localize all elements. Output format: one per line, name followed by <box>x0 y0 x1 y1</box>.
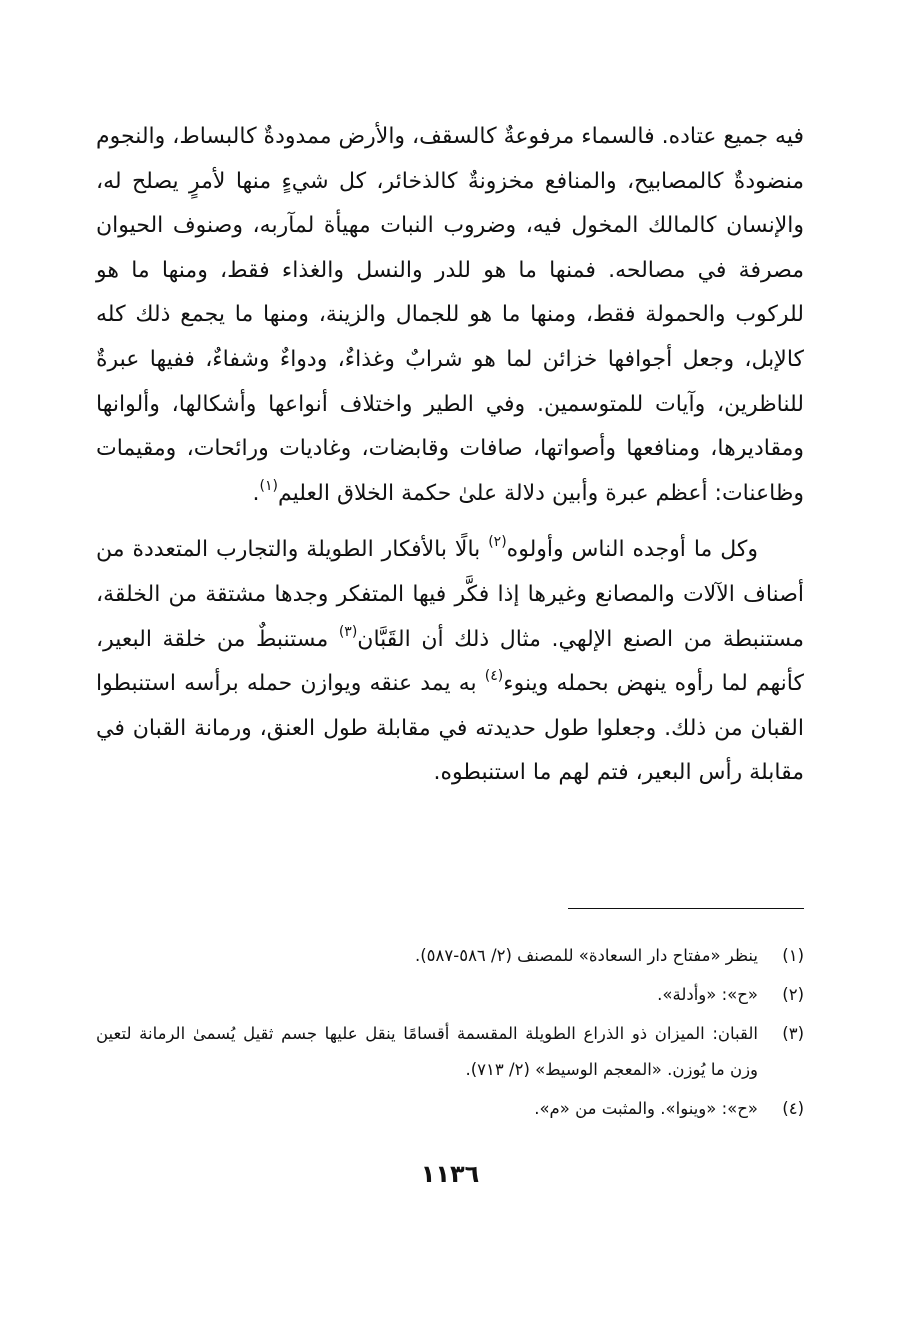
footnote-text: «ح»: «وينوا». والمثبت من «م». <box>534 1099 758 1118</box>
page-number: ١١٣٦ <box>420 1160 480 1188</box>
footnote-4 <box>96 1091 804 1127</box>
footnote-1 <box>96 938 804 974</box>
footnote-ref-2: (٢) <box>488 534 507 551</box>
footnote-number: (١) <box>782 946 804 965</box>
footnote-separator <box>568 908 804 909</box>
paragraph-2-part-1: وكل ما أوجده الناس وأولوه <box>506 537 758 563</box>
footnotes <box>96 938 804 1130</box>
main-text <box>96 115 804 796</box>
footnote-ref-3: (٣) <box>338 623 358 640</box>
paragraph-1-text: فيه جميع عتاده. فالسماء مرفوعةٌ كالسقف، والأرض ممدودةٌ كالبساط، والنجوم منضودةٌ كالمصابيح، والمنافع مخزونةٌ كالذخائر، كل شيءٍ منها لأمرٍ يصلح له، والإنسان كالمالك المخول فيه، وضروب النبات مهيأة لمآربه، وصنوف الحيوان مصرفة في مصالحه. فمنها ما هو للدر والنسل والغذاء فقط، ومنها ما هو للركوب والحمولة فقط، ومنها ما هو للجمال والزينة، ومنها ما يجمع ذلك كله كالإبل، وجعل أجوافها خزائن لما هو شرابٌ وغذاءٌ، ودواءٌ وشفاءٌ، ففيها عبرةٌ للناظرين، وآيات للمتوسمين. وفي الطير واختلاف أنواعها وأشكالها، وألوانها ومقاديرها، ومنافعها وأصواتها، صافات وقابضات، وغاديات ورائحات، ومقيمات وظاعنات: أعظم عبرة وأبين دلالة علىٰ حكمة الخلاق العليم <box>96 124 804 506</box>
footnote-text: «ح»: «وأدلة». <box>657 985 758 1004</box>
footnote-number: (٢) <box>782 985 804 1004</box>
paragraph-1 <box>96 115 804 516</box>
footnote-3 <box>96 1016 804 1088</box>
footnote-number: (٤) <box>782 1099 804 1118</box>
paragraph-1-end: . <box>252 480 260 506</box>
paragraph-2-part-3: مستنبطٌ من خلقة البعير، كأنهم لما رأوه ينهض بحمله وينوء <box>96 626 804 697</box>
paragraph-2-part-4: به يمد عنقه ويوازن حمله برأسه استنبطوا القبان من ذلك. وجعلوا طول حديدته في مقابلة طول العنق، ورمانة القبان في مقابلة رأس البعير، فتم لهم ما استنبطوه. <box>96 671 804 786</box>
footnote-text: القبان: الميزان ذو الذراع الطويلة المقسمة أقسامًا ينقل عليها جسم ثقيل يُسمىٰ الرمانة لتعين وزن ما يُوزن. «المعجم الوسيط» (٢/ ٧١٣). <box>96 1024 758 1079</box>
footnote-ref-1: (١) <box>259 477 278 494</box>
paragraph-2 <box>96 528 804 796</box>
footnote-ref-4: (٤) <box>484 668 504 685</box>
footnote-text: ينظر «مفتاح دار السعادة» للمصنف (٢/ ٥٨٦-٥٨٧). <box>414 946 758 965</box>
footnote-2 <box>96 977 804 1013</box>
footnote-number: (٣) <box>782 1024 804 1043</box>
paragraph-2-part-2: بالًا بالأفكار الطويلة والتجارب المتعددة من أصناف الآلات والمصانع وغيرها إذا فكَّر فيها المتفكر وجدها مشتقة من الخلقة، مستنبطة من الصنع الإلهي. مثال ذلك أن القَبَّان <box>96 537 805 652</box>
